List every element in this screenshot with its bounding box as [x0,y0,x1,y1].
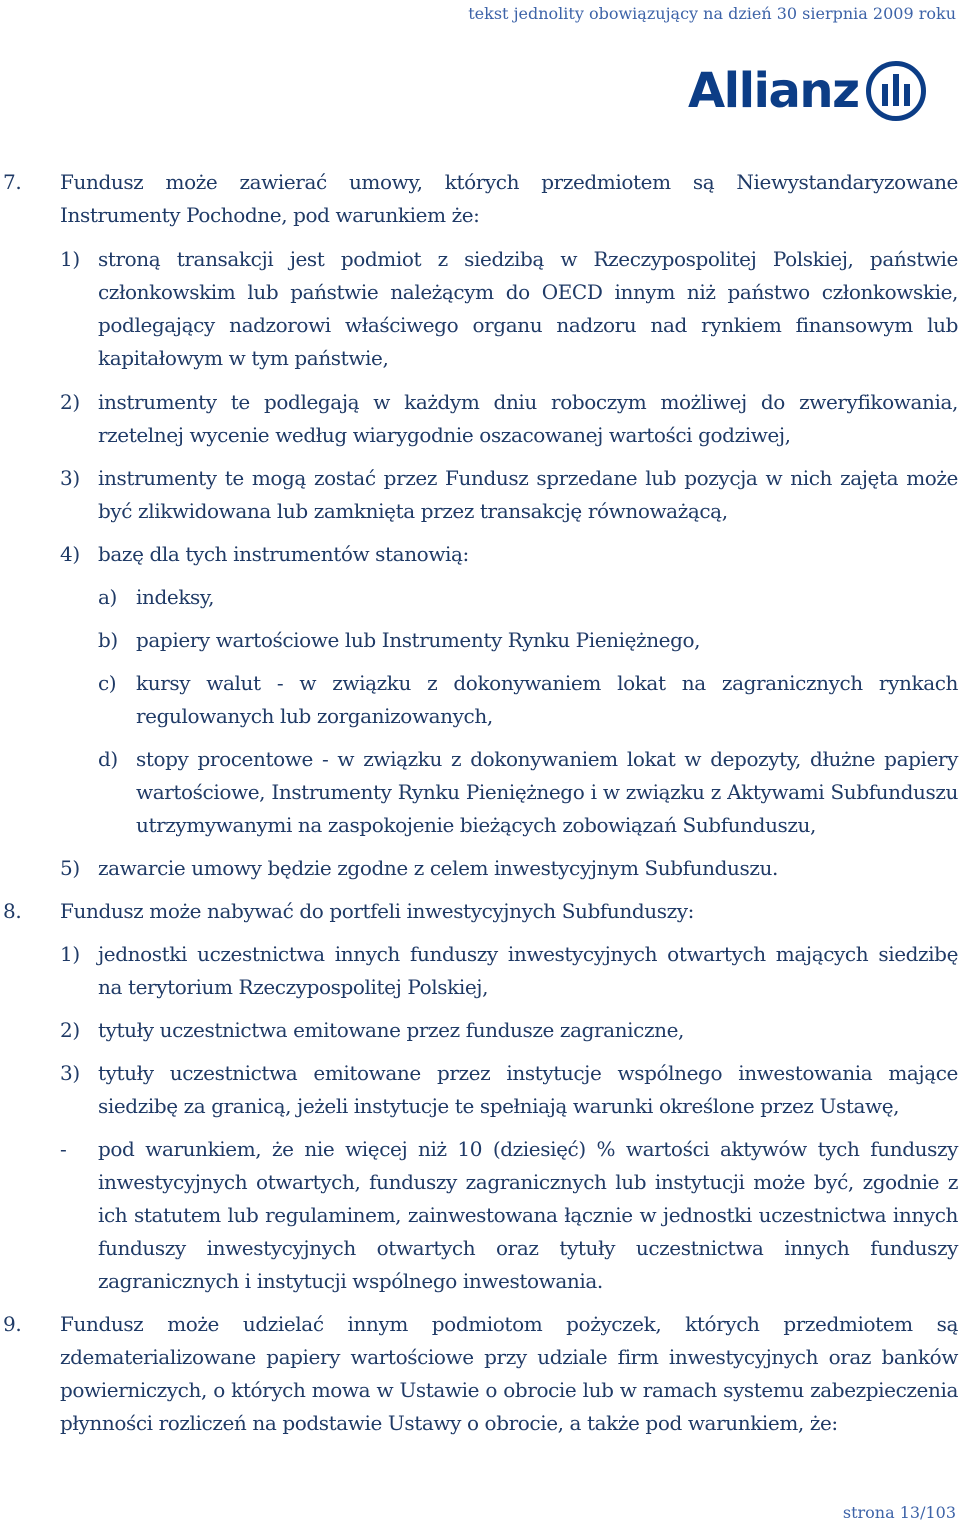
list-item [0,852,958,885]
list-item [0,1014,958,1047]
paragraph-number: 7. [3,170,22,194]
list-item [0,462,958,528]
list-item [0,386,958,452]
subitem-letter: d) [98,747,118,771]
sub-list-item [0,624,958,657]
logo-wordmark: Allianz [688,63,859,119]
item-text: instrumenty te mogą zostać przez Fundusz sprzedane lub pozycja w nich zajęta może być zlikwidowana lub zamknięta przez transakcję równoważącą, [98,466,958,523]
subitem-letter: c) [98,671,117,695]
item-text: pod warunkiem, że nie więcej niż 10 (dziesięć) % wartości aktywów tych funduszy inwestycyjnych otwartych, funduszy zagranicznych lub instytucji może być, zgodnie z ich statutem lub regulaminem, zainwestowana łącznie w jednostki uczestnictwa innych funduszy inwestycyjnych otwartych oraz tytuły uczestnictwa innych funduszy zagranicznych i instytucji wspólnego inwestowania. [98,1137,958,1293]
paragraph-text: Fundusz może zawierać umowy, których przedmiotem są Niewystandaryzowane Instrumenty Pochodne, pod warunkiem że: [60,170,958,227]
allianz-eagle-logo-icon [865,60,927,122]
sub-list-item [0,743,958,842]
item-number: 1) [60,942,80,966]
item-number: 4) [60,542,80,566]
subitem-letter: b) [98,628,118,652]
list-item [0,1057,958,1123]
subitem-text: stopy procentowe - w związku z dokonywaniem lokat w depozyty, dłużne papiery wartościowe, Instrumenty Rynku Pieniężnego i w związku z Aktywami Subfunduszu utrzymywanymi na zaspokojenie bieżących zobowiązań Subfunduszu, [136,747,958,837]
paragraph-8 [0,895,958,928]
item-number: 5) [60,856,80,880]
item-number: 2) [60,1018,80,1042]
paragraph-text: Fundusz może udzielać innym podmiotom pożyczek, których przedmiotem są zdematerializowane papiery wartościowe przy udziale firm inwestycyjnych oraz banków powierniczych, o których mowa w Ustawie o obrocie lub w ramach systemu zabezpieczenia płynności rozliczeń na podstawie Ustawy o obrocie, a także pod warunkiem, że: [60,1312,958,1435]
item-number: 2) [60,390,80,414]
item-text: stroną transakcji jest podmiot z siedzibą w Rzeczypospolitej Polskiej, państwie członkowskim lub państwie należącym do OECD innym niż państwo członkowskie, podlegający nadzorowi właściwego organu nadzoru nad rynkiem finansowym lub kapitałowym w tym państwie, [98,247,958,370]
paragraph-7 [0,166,958,232]
paragraph-number: 9. [3,1312,22,1336]
sub-list-item [0,581,958,614]
item-text: instrumenty te podlegają w każdym dniu roboczym możliwej do zweryfikowania, rzetelnej wycenie według wiarygodnie oszacowanej wartości godziwej, [98,390,958,447]
item-text: tytuły uczestnictwa emitowane przez instytucje wspólnego inwestowania mające siedzibę za granicą, jeżeli instytucje te spełniają warunki określone przez Ustawę, [98,1061,958,1118]
list-item [0,243,958,375]
list-item [0,538,958,571]
paragraph-text: Fundusz może nabywać do portfeli inwestycyjnych Subfunduszy: [60,899,694,923]
item-text: jednostki uczestnictwa innych funduszy inwestycyjnych otwartych mających siedzibę na terytorium Rzeczypospolitej Polskiej, [98,942,958,999]
document-body [0,166,958,1440]
subitem-text: kursy walut - w związku z dokonywaniem lokat na zagranicznych rynkach regulowanych lub zorganizowanych, [136,671,958,728]
page-number: strona 13/103 [842,1503,956,1522]
subitem-letter: a) [98,585,117,609]
item-number: 3) [60,466,80,490]
list-item [0,938,958,1004]
item-text: bazę dla tych instrumentów stanowią: [98,542,469,566]
paragraph-number: 8. [3,899,22,923]
item-number: 1) [60,247,80,271]
item-dash: - [60,1137,67,1161]
item-number: 3) [60,1061,80,1085]
allianz-logo [688,58,948,124]
list-item-condition [0,1133,958,1298]
subitem-text: indeksy, [136,585,215,609]
sub-list-item [0,667,958,733]
item-text: tytuły uczestnictwa emitowane przez fundusze zagraniczne, [98,1018,684,1042]
document-version-note: tekst jednolity obowiązujący na dzień 30 sierpnia 2009 roku [468,4,956,23]
item-text: zawarcie umowy będzie zgodne z celem inwestycyjnym Subfunduszu. [98,856,778,880]
paragraph-9 [0,1308,958,1440]
subitem-text: papiery wartościowe lub Instrumenty Rynku Pieniężnego, [136,628,701,652]
